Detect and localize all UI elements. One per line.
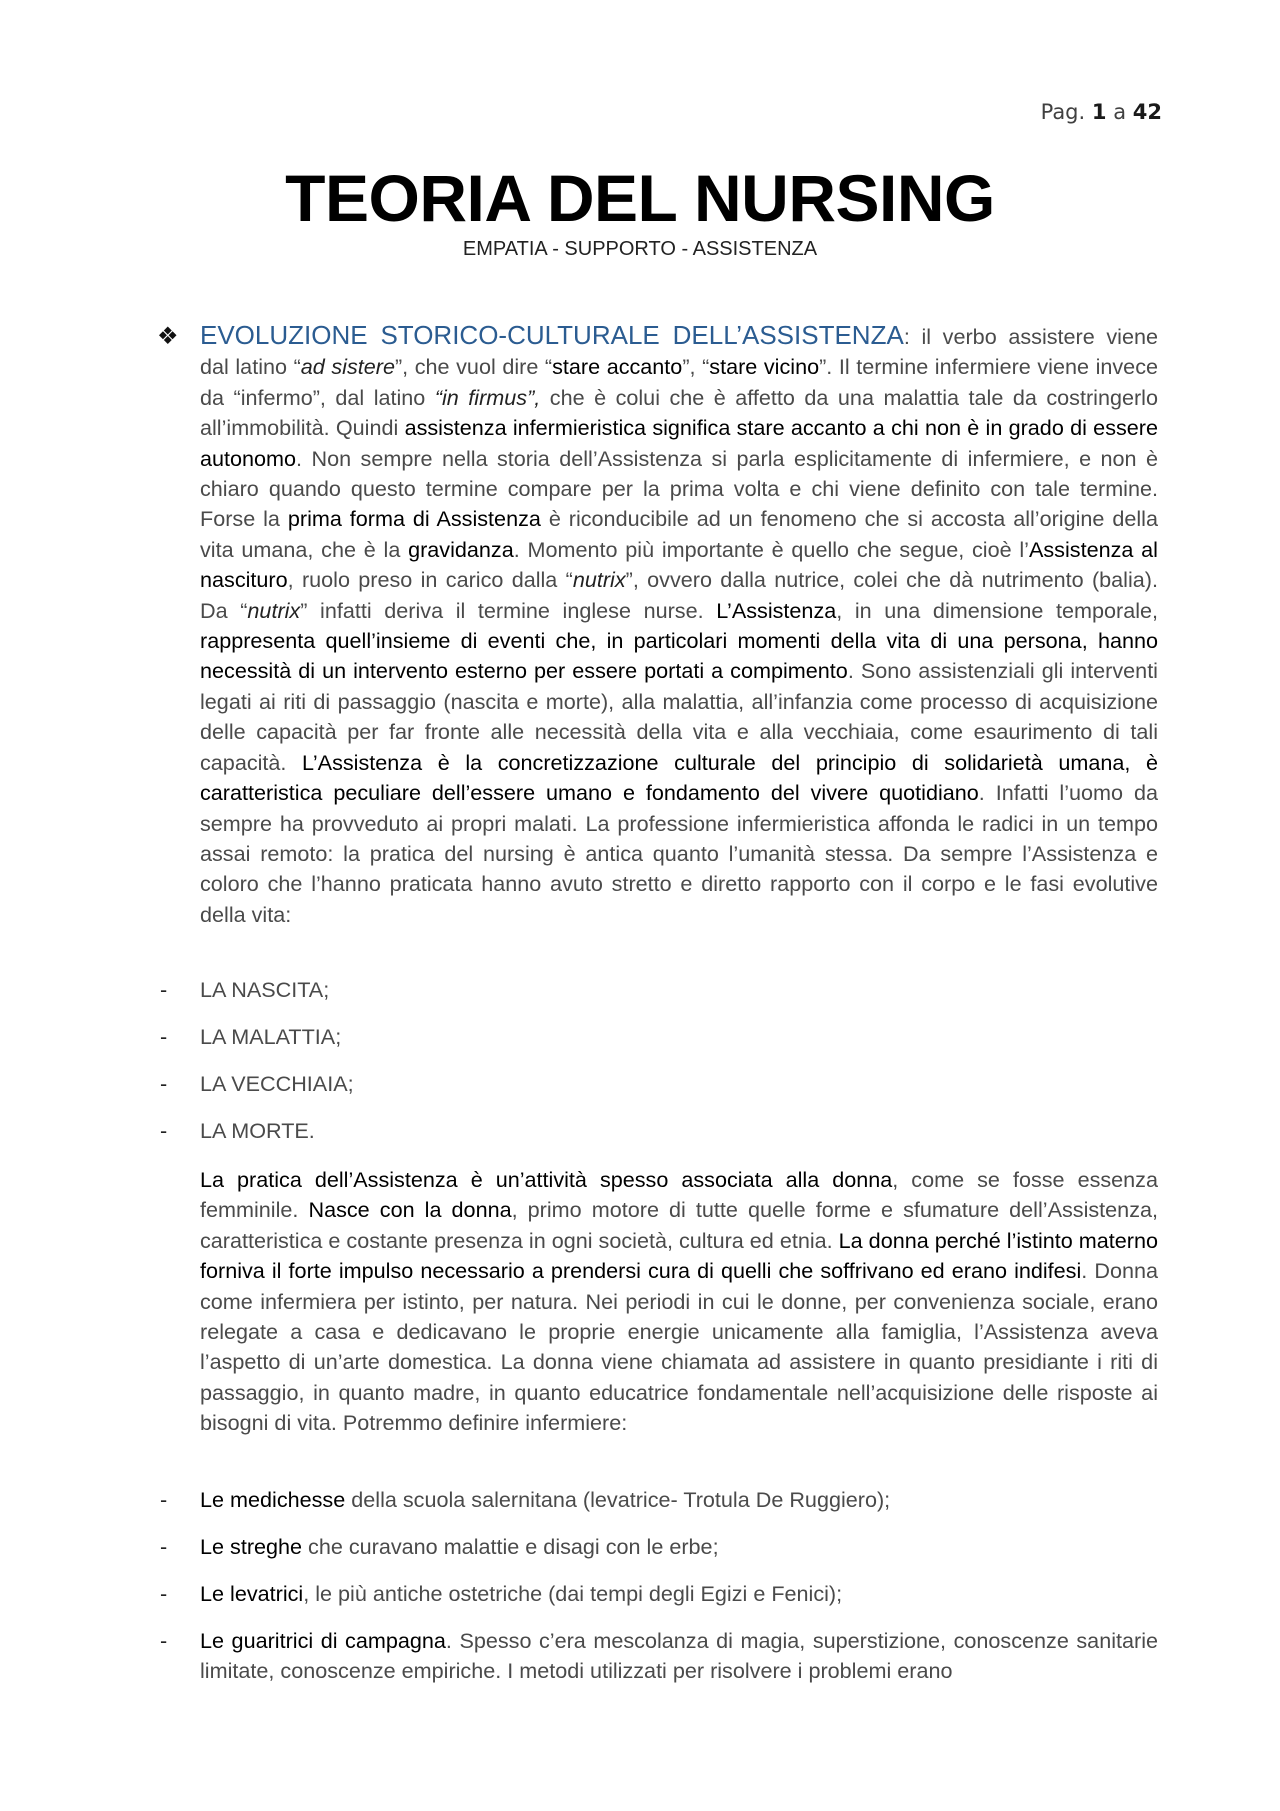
text-run-bold: L’Assistenza (716, 597, 837, 623)
text-run: , come se fosse essenza femminile. (200, 1167, 1158, 1223)
dash-bullet: - (160, 1628, 168, 1653)
dash-bullet: - (160, 1071, 168, 1096)
text-run: : il verbo assistere viene dal latino “ (200, 324, 1159, 380)
page-current: 1 (1091, 100, 1107, 124)
document-title: TEORIA DEL NURSING (285, 161, 995, 235)
page-sep: a (1113, 100, 1127, 124)
page-number (1041, 100, 1162, 124)
text-run-bold: La pratica dell’Assistenza è un’attività spesso associata alla donna (200, 1167, 893, 1192)
text-run: della scuola salernitana (levatrice- Trotula De Ruggiero); (345, 1487, 891, 1512)
text-run: . Spesso c’era mescolanza di magia, superstizione, conoscenze sanitarie limitate, conoscenze empiriche. I metodi utilizzati per risolvere i problemi erano (200, 1628, 1159, 1683)
text-run-bold: La donna perché l’istinto materno forniva il forte impulso necessario a prendersi cura di quelli che soffrivano ed erano indifesi (200, 1227, 1158, 1284)
text-run: ”, “ (682, 354, 710, 380)
dash-bullet: - (160, 1487, 168, 1512)
text-run: . Infatti l’uomo da sempre ha provveduto ai propri malati. La professione infermieristica affonda le radici in un tempo assai remoto: la pratica del nursing è antica quanto l’umanità stessa. Da sempre l’Assistenza e coloro che l’hanno praticata hanno avuto stretto e diretto rapporto con il corpo e le fasi evolutive della vita: (200, 780, 1158, 927)
list-item-text (200, 1485, 1158, 1515)
section-paragraph-1 (200, 320, 1158, 930)
text-run: , in una dimensione temporale, (836, 597, 1159, 623)
text-run-italic: “in firmus”, (434, 384, 541, 410)
text-run: ” infatti deriva il termine inglese nurse. (300, 597, 717, 623)
text-run-bold: assistenza infermieristica significa stare accanto a chi non è in grado di essere autonomo (200, 415, 1158, 471)
dash-bullet: - (160, 977, 168, 1002)
list-item-text: LA MALATTIA; (200, 1024, 342, 1049)
text-run-bold: stare accanto (552, 354, 683, 380)
text-run: che è colui che è affetto da una malattia tale da costringerlo all’immobilità. Quindi (200, 384, 1158, 441)
text-run-bold: Le guaritrici di campagna (200, 1628, 446, 1653)
text-run-bold: gravidanza (408, 536, 514, 562)
text-run: ”, che vuol dire “ (394, 354, 553, 380)
text-run: ”, ovvero dalla nutrice, colei che dà nutrimento (balia). Da “ (200, 567, 1158, 623)
dash-bullet: - (160, 1534, 168, 1559)
text-run: ”. Il termine infermiere viene invece da “infermo”, dal latino (200, 354, 1158, 410)
text-run-italic: nutrix (247, 597, 301, 623)
page-label: Pag. (1040, 100, 1086, 124)
text-run-bold: rappresenta quell’insieme di eventi che, in particolari momenti della vita di una persona, hanno necessità di un intervento esterno per essere portati a compimento (200, 628, 1158, 684)
list-item-text: LA NASCITA; (200, 977, 330, 1002)
dash-bullet: - (160, 1581, 168, 1606)
text-run-bold: Le medichesse (200, 1487, 346, 1512)
list-item-text (200, 1626, 1158, 1686)
text-run: , primo motore di tutte quelle forme e sfumature dell’Assistenza, caratteristica e costante presenza in ogni società, cultura ed etnia. (200, 1197, 1158, 1253)
dash-bullet: - (160, 1118, 168, 1143)
text-run-bold: Assistenza al nascituro (200, 536, 1158, 593)
text-run-bold: L’Assistenza è la concretizzazione culturale del principio di solidarietà umana, è caratteristica peculiare dell’essere umano e fondamento del vivere quotidiano (200, 749, 1158, 806)
diamond-cluster-icon: ❖ (157, 323, 179, 350)
text-run-italic: nutrix (572, 567, 626, 593)
document-subtitle: EMPATIA - SUPPORTO - ASSISTENZA (462, 238, 818, 260)
text-run-bold: stare vicino (709, 354, 820, 380)
section-heading: EVOLUZIONE STORICO-CULTURALE DELL’ASSISTENZA (200, 320, 904, 350)
text-run-italic: ad sistere (300, 354, 395, 380)
list-item-text: LA MORTE. (200, 1118, 315, 1143)
text-run-bold: prima forma di Assistenza (287, 506, 541, 532)
text-run: , ruolo preso in carico dalla “ (287, 567, 573, 593)
section-paragraph-2 (200, 1165, 1158, 1439)
text-run: . Non sempre nella storia dell’Assistenza si parla esplicitamente di infermiere, e non è chiaro quando questo termine compare per la prima volta e chi viene definito con tale termine. Forse la (200, 445, 1158, 532)
text-run-bold: Le levatrici (200, 1581, 304, 1606)
text-run-bold: Le streghe (200, 1534, 303, 1559)
page-total: 42 (1132, 100, 1162, 124)
text-run: che curavano malattie e disagi con le erbe; (302, 1534, 719, 1559)
dash-bullet: - (160, 1024, 168, 1049)
list-item-text (200, 1579, 1158, 1609)
text-run: è riconducibile ad un fenomeno che si accosta all’origine della vita umana, che è la (200, 506, 1158, 562)
text-run: , le più antiche ostetriche (dai tempi degli Egizi e Fenici); (303, 1581, 843, 1606)
text-run: . Donna come infermiera per istinto, per natura. Nei periodi in cui le donne, per convenienza sociale, erano relegate a casa e dedicavano le proprie energie unicamente alla famiglia, l’Assistenza aveva l’aspetto di un’arte domestica. La donna viene chiamata ad assistere in quanto presidiante i riti di passaggio, in quanto madre, in quanto educatrice fondamentale nell’acquisizione delle risposte ai bisogni di vita. Potremmo definire infermiere: (200, 1258, 1159, 1436)
text-run: . Momento più importante è quello che segue, cioè l’ (513, 536, 1029, 562)
list-item-text: LA VECCHIAIA; (200, 1071, 354, 1096)
text-run: . Sono assistenziali gli interventi legati ai riti di passaggio (nascita e morte), alla malattia, all’infanzia come processo di acquisizione delle capacità per far fronte alle necessità della vita e alla vecchiaia, come esaurimento di tali capacità. (200, 658, 1158, 775)
text-run-bold: Nasce con la donna (308, 1197, 512, 1223)
list-item-text (200, 1532, 1158, 1562)
